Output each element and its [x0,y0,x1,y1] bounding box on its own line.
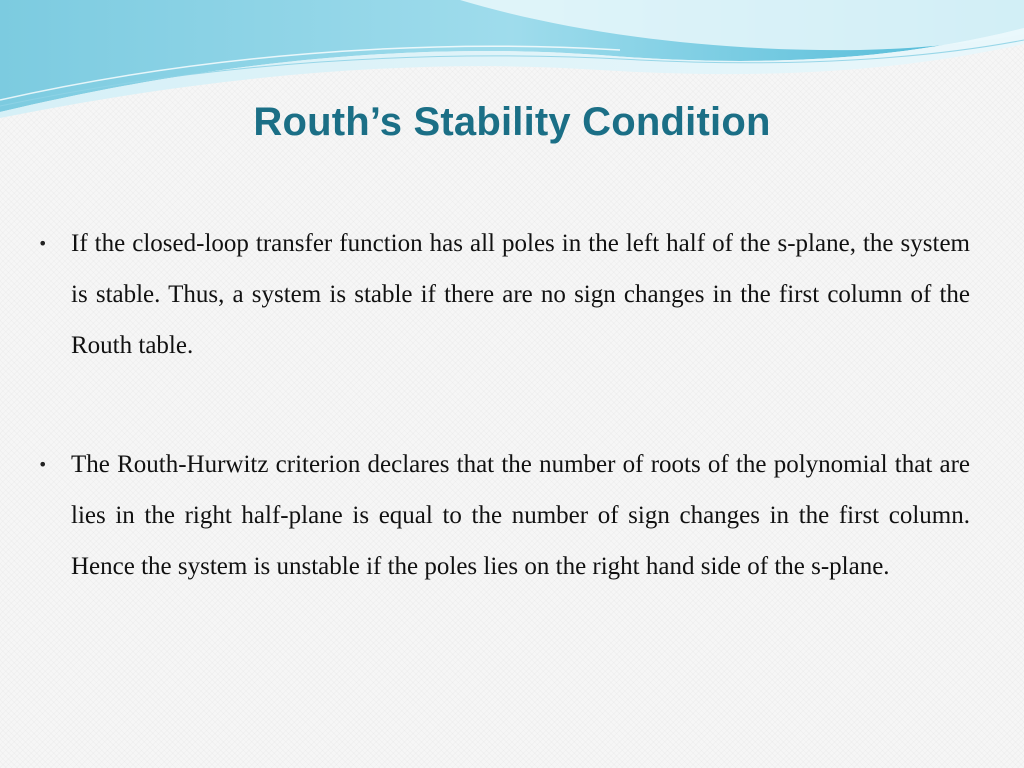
bullet-text: If the closed-loop transfer function has all poles in the left half of the s-plane, the system is stable. Thus, a system is stable if there are no sign changes in the first column of the Routh table. [71,230,970,359]
bullet-dot-icon: • [38,455,48,474]
slide-title: Routh’s Stability Condition [253,100,771,144]
bullet-list [36,218,970,592]
bullet-item [36,218,970,371]
bullet-text: The Routh-Hurwitz criterion declares that the number of roots of the polynomial that are lies in the right half-plane is equal to the number of sign changes in the first column. Hence the system is unstable if the poles lies on the right hand side of the s-plane. [71,451,970,580]
bullet-dot-icon: • [38,234,48,253]
bullet-item [36,439,970,592]
